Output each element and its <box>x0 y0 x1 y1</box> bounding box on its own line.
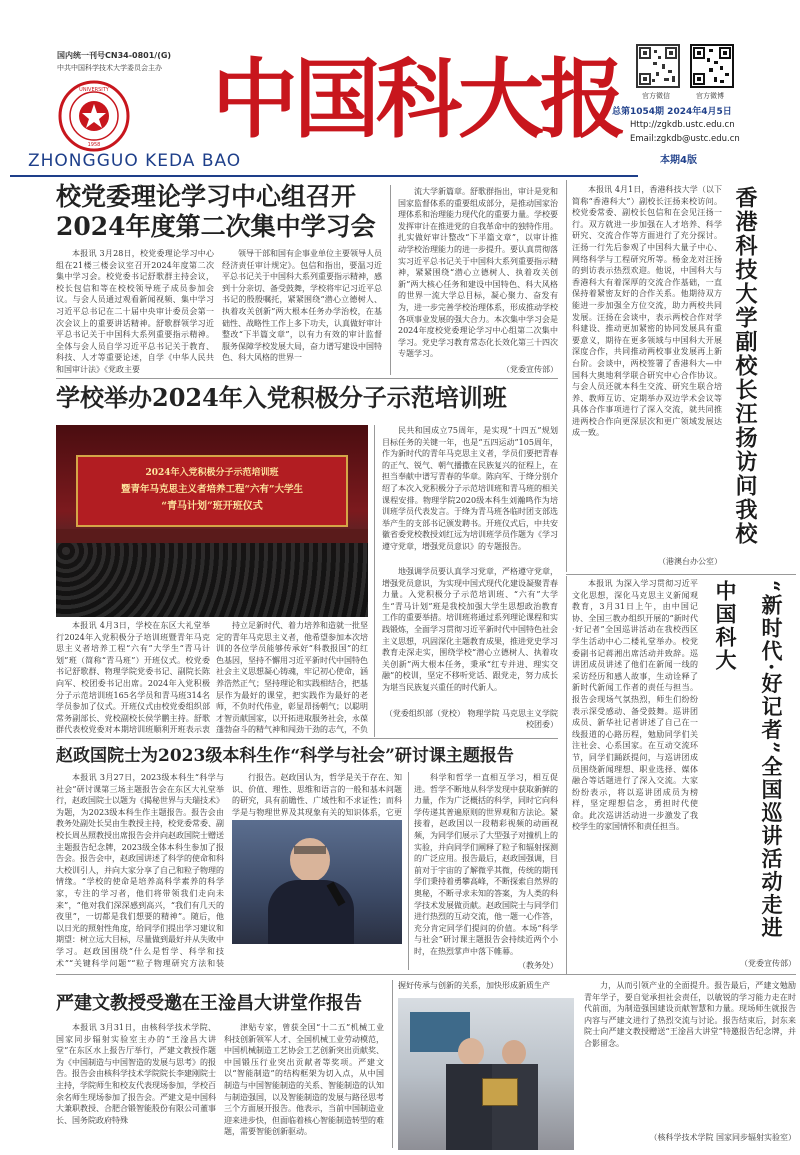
article6-signature: （党委宣传部） <box>740 959 796 968</box>
article3-body-col3: 科学和哲学一直相互学习，相互促进。哲学不断地从科学发现中获取新鲜的力量，作为广泛概括的科学，同时它向科学传递其普遍原则的世界观和方法论。紧接着，赵政国以一段精彩视频的动画视频，为同学们展示了大型强子对撞机上的实验，并向同学们阐释了粒子和辐射探测的广泛应用。报告最后，赵政国强调，目前对于宇宙的了解微乎其微，传统的期刊学们秉持着勇攀高峰，不断探索自然界的奥秘，不断寻求未知的答案，为人类的科学技术发展做贡献。赵政国院士与同学们进行热烈的互动交流，他一题一心作答，充分肯定同学们提问的价值。本场“科学与社会”研讨课主题报告会持续近两个小时，在热烈掌声中落下帷幕。 <box>414 773 558 956</box>
article4-body-col2: 津贴专家，曾获全国“十二五”机械工业科技创新领军人才、全国机械工业劳动模范，中国机械制造工艺协会工艺创新突出贡献奖、中国锻压行业突出贡献者等奖项。严建文以“智能制造”的结构框架为切入点，从中国制造与中国智能制造的关系、智能制造的认知与制造强国，以及智能制造的发展与路径思考三个方面展开报告。他表示，当前中国制造业迎来进步快，但面临着核心智能制造转型的难题，需要智能创新驱动。 <box>224 1023 384 1137</box>
article2-body-col4: 地强调学员要认真学习党章，严格遵守党章，增强党员意识，为实现中国式现代化建设凝聚青春力量。入党积极分子示范培训班、“六有”大学生“青马计划”班是我校加强大学生思想政治教育工作的重要举措。培训班将通过系列理论课程和实践锻炼，全面学习贯彻习近平新时代中国特色社会主义思想，巩固深化主题教育成果，推进党史学习教育走深走实，围绕学校“潜心立德树人、执着攻关创新”两大根本任务，秉承“红专并进、理实交融”的校训，坚定不移听党话、跟党走，努力成长为堪当民族复兴重任的时代新人。 <box>382 567 558 692</box>
article6-headline: “新时代·好记者”全国巡讲活动走进中国科大 <box>713 580 784 940</box>
article4-headline: 严建文教授受邀在王淦昌大讲堂作报告 <box>56 993 362 1014</box>
photo-banner-line1: 2024年入党积极分子示范培训班 <box>145 468 279 478</box>
academician-lecture-photo <box>232 820 402 944</box>
masthead-rule <box>10 175 638 177</box>
article6-body: 本报讯 为深入学习贯彻习近平文化思想，深化马克思主义新闻观教育，3月31日上午，由中国记协、全国三教办组织开展的“新时代·好记者”全国巡讲活动在我校西区学生活动中心二楼礼堂举办。校党委副书记蒋湘出席活动并致辞。巡讲团成员讲述了他们在新闻一线的采访经历和感人故事，生动诠释了新时代新闻工作者的责任与担当。报告会现场气氛热烈，师生们纷纷表示深受感动、备受鼓舞。巡讲团成员、新华社记者讲述了自己在一线报道的心路历程，勉励同学们关注社会、心系国家。在互动交流环节，同学们踊跃提问，与巡讲团成员围绕新闻理想、职业选择、媒体融合等话题进行了深入交流。大家纷纷表示，将以巡讲团成员为榜样，坚定理想信念，勇担时代使命。此次巡讲活动进一步激发了我校学生的家国情怀和责任担当。 <box>572 579 698 832</box>
article2-signature: （党委组织部（党校） 物理学院 马克思主义学院 校团委） <box>384 709 558 729</box>
masthead-pinyin: ZHONGGUO KEDA BAO <box>28 151 242 171</box>
sponsor: 中共中国科学技术大学委员会主办 <box>57 64 162 72</box>
training-ceremony-photo <box>56 425 368 617</box>
article5-headline: 香港科技大学副校长汪扬访问我校 <box>732 186 758 546</box>
article3-signature: （教务处） <box>518 961 558 970</box>
qr2-label: 官方微博 <box>696 92 724 100</box>
article4-signature: （核科学技术学院 国家同步辐射实验室） <box>649 1133 796 1142</box>
photo-banner-line2: 暨青年马克思主义者培养工程“六有”大学生 <box>121 484 303 495</box>
article2-body-col2: 持立足新时代、着力培养和造就一批坚定的青年马克思主义者，他希望参加本次培训的各位学员能够传承好“科教报国”的红色基因，坚持不懈用习近平新时代中国特色社会主义思想凝心铸魂，牢记初心使命，涵养浩然正气；坚持理论和实践相结合，把基层作为最好的课堂，把实践作为最好的老师，不负时代伟业，彰显昂扬朝气；以聪明才智贡献国家，以开拓进取服务社会，永葆蓬勃奋斗的精气神和闯劲干劲的志气，不负 <box>216 621 368 735</box>
article4-body-col3: 握好传承与创新的关系，加快形成新质生产 <box>398 981 550 990</box>
article2-body-col3: 民共和国成立75周年，是实现“十四五”规划目标任务的关键一年，也是“五四运动”105周年，作为新时代的青年马克思主义者，学员们要把青春的正气、锐气、朝气播撒在民族复兴的征程上，在担当奉献中谱写青春的华章。陈向军、于绛分别介绍了本次入党积极分子示范培训班和青马班的相关课程安排。物理学院2020级本科生刘瀚鸣作为培训班学员代表发言。于绛为青马班各临时团支部选举产生的支部书记颁发聘书。开班仪式后，中共安徽省委党校教授刘红远为培训班学员作题为《学习遵守党章，增强党员意识》的专题报告。 <box>382 426 558 551</box>
weibo-qr-icon <box>690 44 734 88</box>
article3-body-col1: 本报讯 3月27日，2023级本科生“科学与社会”研讨课第三场主题报告会在东区大礼堂举行，赵政国院士以题为《揭秘世界与夫瑞技术》为题，为2023级本科生作主题报告。报告会由教务处副处长吴由生教授主持，校党委常委、副校长周丛照教授出席报告会并向赵政国院士赠送主题报告纪念牌，2023级全体本科生参加了报告会。报告会中，赵政国讲述了科学的使命和科大校训引人，并向大家分享了自己和粒子物理的情缘。“学校的使命是培养高科学素养的科学家，专注的学习者，他们将带领我们走向未来”，“他对我们深深感到高兴，“我们有几天的夜里”，一切都是我们想要的精神”。随后，他以日光的照射性角度，给同学们提出学习建议和期望：树立远大目标，尽量做到最好并从失败中学习。赵政国围绕“什么是哲学、科学和技术”“关键科学问题”“粒子物理研究方法和装 <box>56 773 224 968</box>
article4-body-col1: 本报讯 3月31日，由核科学技术学院、国家同步辐射实验室主办的“王淦昌大讲堂”在东区水上报告厅举行，严建文教授作题为《中国制造与中国智造的发展与思考》的报告。报告会由核科学技术学院院长李建刚院士主持，学院师生和校友代表现场参加，学校百余名师生现场参加了报告会。严建文是中国科大兼职教授、合肥合锻智能股份有限公司董事长、国务院政府特殊 <box>56 1023 216 1125</box>
svg-text:1958: 1958 <box>87 142 101 148</box>
issue-info: 总第1054期 2024年4月5日 <box>612 107 732 117</box>
masthead-title: 中国科大报 <box>212 49 622 150</box>
article1-body-col1: 本报讯 3月28日，校党委理论学习中心组在21楼三楼会议室召开2024年度第二次集中学习会。校党委书记舒歌群主持会议，校长包信和等在校校领导班子成员参加会议。与会人员通过观看新闻视频、集中学习习近平总书记在二十届中央审计委员会第一次会议上的重要讲话精神。舒歌群领学习近平总书记关于中国科大系列重要指示精神。全体与会人员自学习近平总书记关于教育、科技、人才等重要论述，自学《中华人民共和国审计法》《党政主要 <box>56 249 214 374</box>
qr1-label: 官方微信 <box>642 92 670 100</box>
wechat-qr-icon <box>636 44 680 88</box>
lecture-group-photo <box>398 998 574 1150</box>
page-count: 本期4版 <box>660 155 697 166</box>
article5-signature: （港澳台办公室） <box>658 557 722 566</box>
article3-headline: 赵政国院士为2023级本科生作“科学与社会”研讨课主题报告 <box>56 746 514 766</box>
article1-headline-line1: 校党委理论学习中心组召开 <box>56 182 357 211</box>
article1-body-col3: 流大学新篇章。舒歌群指出，审计是党和国家监督体系的重要组成部分，是推动国家治理体系和治理能力现代化的重要力量。学校要发挥审计在推进党的自我革命中的独特作用。扎实做好审计整改“下半篇文章”，以审计推动学校治理能力的进一步提升。要认真贯彻落实习近平总书记关于中国科大系列重要指示精神，紧紧围绕“潜心立德树人、执着攻关创新”两大核心任务和建设中国特色、科大风格的世界一流大学总目标，凝心聚力、奋发有为，进一步完善学校治理体系，形成推动学校各项事业发展的强大合力。本次集中学习会是2024年度校党委理论学习中心组第二次集中学习。党史学习教育常态化长效化第三十四次专题学习。 <box>398 187 558 359</box>
article4-body-col4: 力，从而引领产业的全面提升。报告最后，严建文勉励青年学子，要自觉承担社会责任，以敏锐的学习能力走在时代前面，为制造强国建设贡献智慧和力量。现场师生就报告内容与严建文进行了热烈交流与讨论。报告结束后，封东来院士向严建文教授赠送“王淦昌大讲堂”特邀报告纪念牌，并合影留念。 <box>584 981 796 1048</box>
article5-body: 本报讯 4月1日，香港科技大学（以下简称“香港科大”）副校长汪扬来校访问。校党委常委、副校长包信和在会见汪扬一行。双方就进一步加强在人才培养、科学研究、交流合作等方面进行了充分探讨。汪扬一行先后参观了中国科大量子中心、网络科学与工程研究所等。杨金龙对汪扬的到访表示热烈欢迎。他说，中国科大与香港科大有着深厚的交流合作基础，一直保持着紧密友好的合作关系。他期待双方能进一步加强全方位交流，助力两校共同发展。汪扬在会谈中，表示两校合作对学科建设、推动更加紧密的协同发展具有重要意义，期待在更多领域与中国科大开展深度合作，共同推动两校事业发展再上新台阶。会谈中，两校签署了香港科大—中国科大奥地利学联合研究中心合作协议。与会人员还就本科生交流、研究生联合培养、教师互访、定期举办双边学术会议等具体合作事项进行了深入交流，就共同推进两校合作向更深层次和更广领域发展达成一致。 <box>572 185 722 438</box>
article3-body-col2b <box>232 946 402 970</box>
issn: 国内统一刊号CN34-0801/(G) <box>57 51 172 60</box>
website-link[interactable]: Http://zgkdb.ustc.edu.cn <box>630 120 735 130</box>
article1-headline-line2: 2024年度第二次集中学习会 <box>56 212 376 241</box>
article2-headline: 学校举办2024年入党积极分子示范培训班 <box>56 383 507 412</box>
article1-signature: （党委宣传部） <box>502 365 558 374</box>
email-link[interactable]: Email:zgkdb@ustc.edu.cn <box>630 134 740 144</box>
article1-body-col2: 领导干部和国有企事业单位主要领导人员经济责任审计规定》。包信和指出，要温习近平总书记关于中国科大系列重要指示精神，感到十分亲切、备受鼓舞，学校将牢记习近平总书记的殷殷嘱托，紧紧围绕“潜心立德树人、执着攻关创新”两大根本任务办学治校，在基础性、战略性工作上多下功夫，认真做好审计整改“下半篇文章”，以有力有效的审计监督服务保障学校发展大局，奋力谱写建设中国特色、科大风格的世界一 <box>222 249 382 363</box>
article2-body-col1: 本报讯 4月3日，学校在东区大礼堂举行2024年入党积极分子培训班暨青年马克思主义者培养工程“六有”大学生“青马计划”班（简称“青马班”）开班仪式。校党委书记舒歌群、物理学院党委书记、副院长陈向军、校团委书记出席。2024年入党积极分子示范培训班165名学员和青马班314名学员参加了仪式。开班仪式由校党委组织部常务副部长、党校副校长侯学鹏主持。舒歌群代表校党委对本期培训班顺利开班表示衷 <box>56 621 210 735</box>
university-seal-logo <box>58 80 130 152</box>
photo-banner-line3: “青马计划”班开班仪式 <box>161 501 263 512</box>
svg-text:UNIVERSITY: UNIVERSITY <box>79 87 109 93</box>
article3-body-col2: 行报告。赵政国认为，哲学是关于存在、知识、价值、理性、思维和语言的一般和基本问题的研究，具有前瞻性、广域性和不求证性；而科学是与物理世界及其现象有关的知识体系，它更 <box>232 773 402 817</box>
